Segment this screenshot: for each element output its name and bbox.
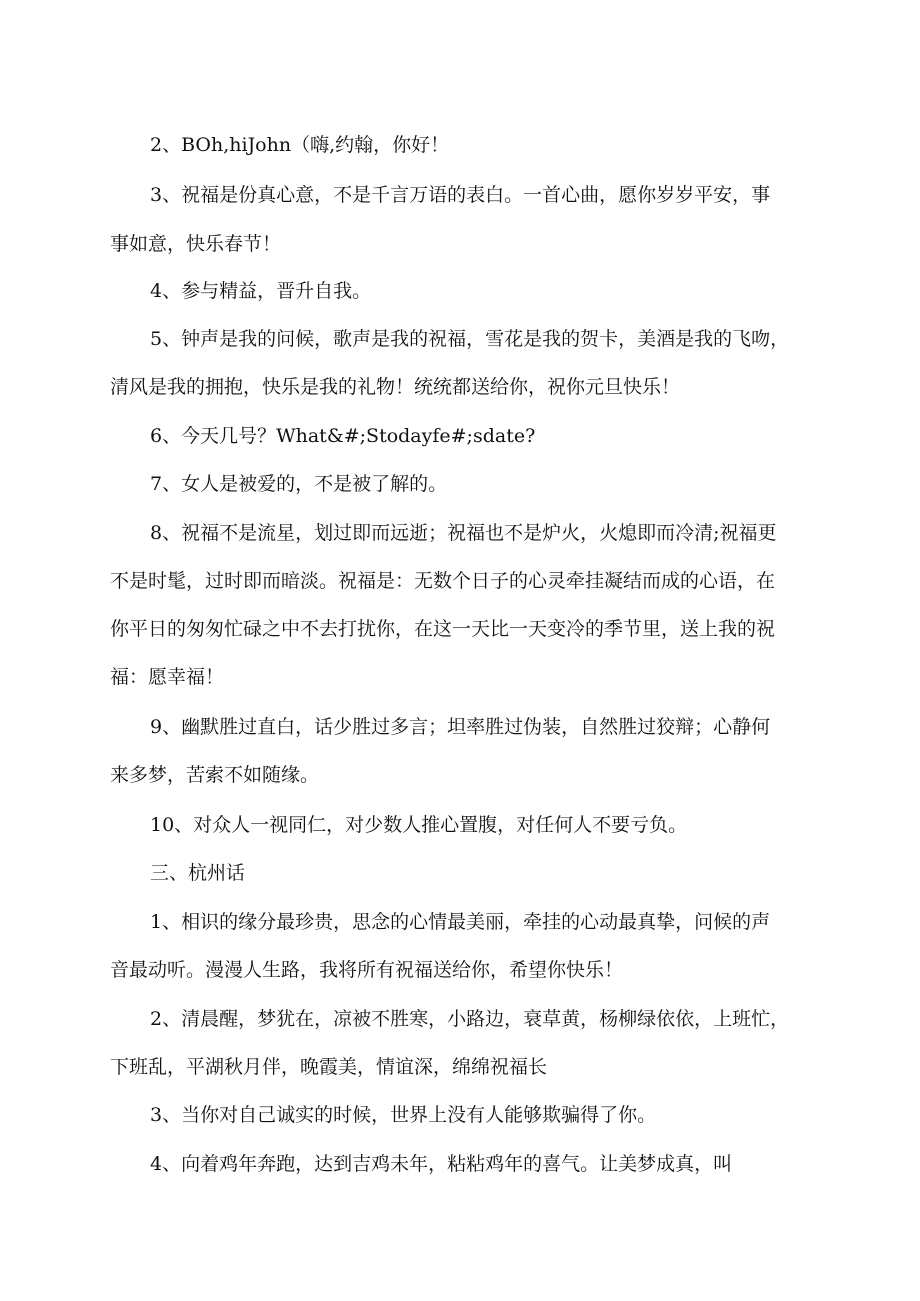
paragraph-line: 6、今天几号？What&#;Stodayfe#;sdate? <box>150 425 536 447</box>
paragraph-line: 不是时髦，过时即而暗淡。祝福是：无数个日子的心灵牵挂凝结而成的心语，在 <box>110 570 776 592</box>
paragraph-line: 福：愿幸福！ <box>110 666 225 688</box>
paragraph-line: 5、钟声是我的问候，歌声是我的祝福，雪花是我的贺卡，美酒是我的飞吻， <box>150 328 790 350</box>
paragraph-line: 事如意，快乐春节！ <box>110 233 282 255</box>
paragraph-line: 4、向着鸡年奔跑，达到吉鸡未年，粘粘鸡年的喜气。让美梦成真，叫 <box>150 1153 733 1175</box>
paragraph-line: 10、对众人一视同仁，对少数人推心置腹，对任何人不要亏负。 <box>150 814 688 836</box>
paragraph-line: 音最动听。漫漫人生路，我将所有祝福送给你，希望你快乐！ <box>110 959 624 981</box>
paragraph-line: 下班乱，平湖秋月伴，晚霞美，情谊深，绵绵祝福长 <box>110 1056 548 1078</box>
paragraph-line: 你平日的匆匆忙碌之中不去打扰你，在这一天比一天变冷的季节里，送上我的祝 <box>110 618 776 640</box>
paragraph-line: 4、参与精益，晋升自我。 <box>150 280 372 302</box>
paragraph-line: 9、幽默胜过直白，话少胜过多言；坦率胜过伪装，自然胜过狡辩；心静何 <box>150 716 771 738</box>
section-heading: 三、杭州话 <box>150 862 246 884</box>
paragraph-line: 来多梦，苦索不如随缘。 <box>110 764 320 786</box>
paragraph-line: 2、BOh,hiJohn（嗨,约翰，你好！ <box>150 134 450 156</box>
paragraph-line: 1、相识的缘分最珍贵，思念的心情最美丽，牵挂的心动最真挚，问候的声 <box>150 911 771 933</box>
paragraph-line: 清风是我的拥抱，快乐是我的礼物！统统都送给你，祝你元旦快乐！ <box>110 376 681 398</box>
paragraph-line: 3、祝福是份真心意，不是千言万语的表白。一首心曲，愿你岁岁平安，事 <box>150 184 771 206</box>
paragraph-line: 7、女人是被爱的，不是被了解的。 <box>150 473 448 495</box>
paragraph-line: 2、清晨醒，梦犹在，凉被不胜寒，小路边，衰草黄，杨柳绿依依，上班忙， <box>150 1008 790 1030</box>
paragraph-line: 3、当你对自己诚实的时候，世界上没有人能够欺骗得了你。 <box>150 1104 657 1126</box>
paragraph-line: 8、祝福不是流星，划过即而远逝；祝福也不是炉火，火熄即而冷清;祝福更 <box>150 522 777 544</box>
